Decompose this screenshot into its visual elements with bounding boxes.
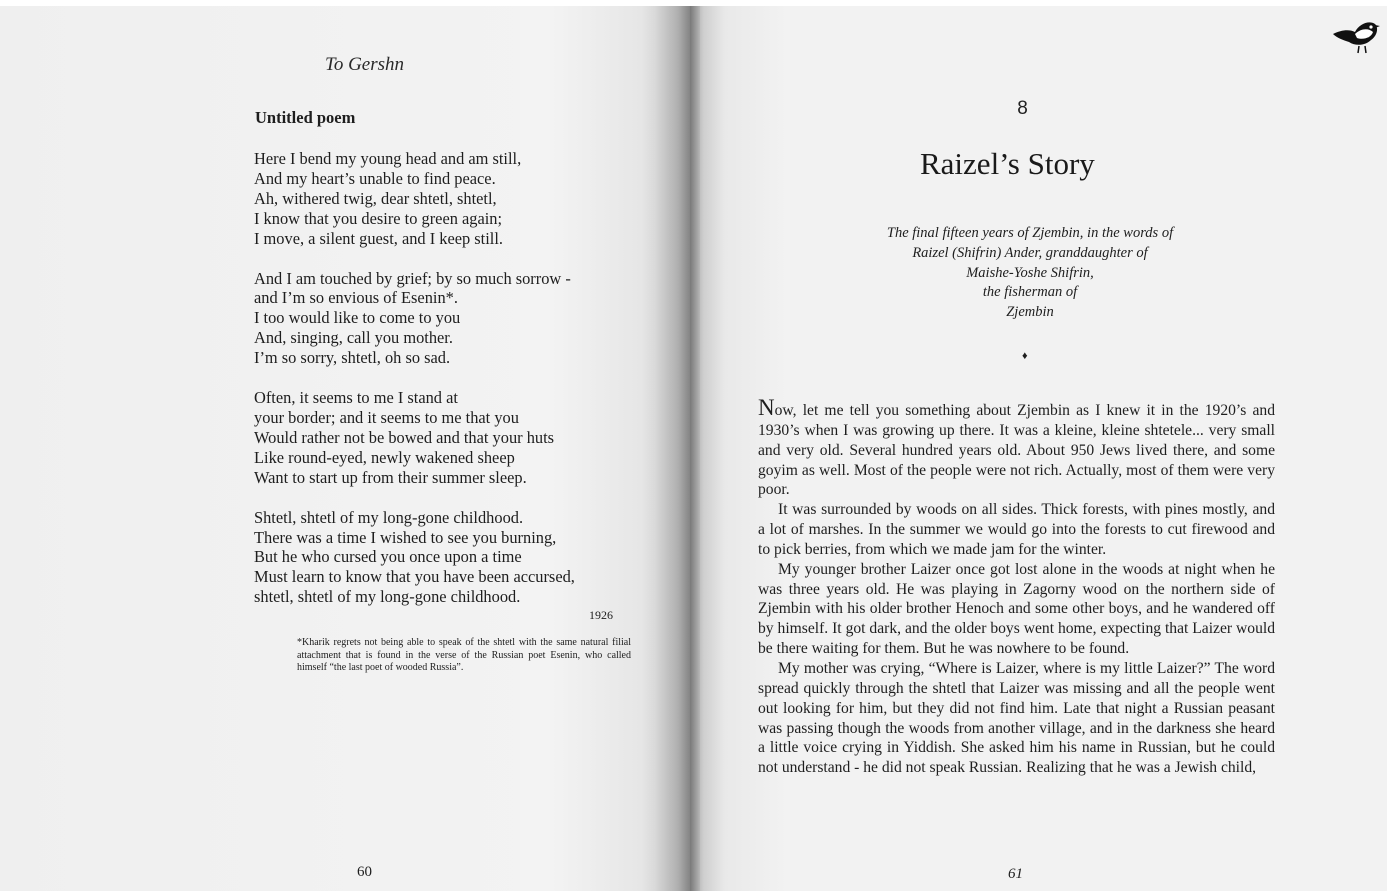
poem-line: I’m so sorry, shtetl, oh so sad. [254, 348, 451, 368]
poem-line: I know that you desire to green again; [254, 208, 503, 228]
poem-line: Would rather not be bowed and that your huts [254, 427, 555, 447]
poem-line: Often, it seems to me I stand at [254, 388, 458, 408]
chapter-number: 8 [1017, 98, 1028, 119]
poem-line: Want to start up from their summer sleep. [254, 467, 527, 487]
paragraph: My younger brother Laizer once got lost alone in the woods at night when he was three years old. He was playing in Zagorny wood on the northern side of Zjembin with his older brother Henoch and some other boys, and he wandered off by himself. It got dark, and the older boys went home, expecting that Laizer would be there waiting for them. But he was nowhere to be found. [758, 560, 1275, 658]
poem-line: But he who cursed you once upon a time [254, 547, 522, 567]
poem-line: There was a time I wished to see you burning, [254, 527, 557, 547]
subtitle-line: Raizel (Shifrin) Ander, granddaughter of [912, 244, 1148, 261]
bird-logo-icon [1329, 16, 1381, 56]
running-head-left: To Gershn [325, 54, 405, 75]
poem-line: And, singing, call you mother. [254, 328, 453, 348]
poem-line: Ah, withered twig, dear shtetl, shtetl, [254, 188, 497, 208]
paragraph-text: ow, let me tell you something about Zjembin as I knew it in the 1920’s and 1930’s when I was growing up there. It was a kleine, kleine shtetele... very small and very old. Several hundred years old. About 950 Jews lived there, and some goyim as well. Most of the people were not rich. Actually, most of them were very poor. [758, 402, 1275, 499]
poem-body [254, 149, 644, 627]
subtitle-line: Maishe-Yoshe Shifrin, [966, 264, 1094, 281]
drop-cap: N [758, 395, 775, 420]
paragraph: It was surrounded by woods on all sides. Thick forests, with pines mostly, and a lot of marshes. In the summer we would go into the forests to cut firewood and to pick berries, from which we made jam for the winter. [758, 501, 1275, 558]
poem-line: I move, a silent guest, and I keep still. [254, 228, 503, 248]
diamond-ornament-icon: ♦ [1022, 350, 1028, 362]
stanza-3 [254, 388, 644, 488]
paragraph [758, 395, 1275, 500]
stanza-1 [254, 149, 644, 249]
poem-line: And I am touched by grief; by so much sorrow - [254, 268, 571, 288]
gutter-shadow [655, 6, 700, 891]
poem-line: Like round-eyed, newly wakened sheep [254, 447, 515, 467]
right-page [690, 6, 1387, 891]
paragraph: My mother was crying, “Where is Laizer, where is my little Laizer?” The word spread quickly through the shtetl that Laizer was missing and all the people went out looking for him, but they did not find him. Late that night a Russian peasant was passing though the woods from another village, and in the darkness she heard a little voice crying in Yiddish. She asked him his name in Russian, but he could not understand - he did not speak Russian. Realizing that he was a Jewish child, [758, 659, 1275, 777]
stanza-4 [254, 508, 644, 608]
poem-line: I too would like to come to you [254, 308, 461, 328]
left-page [0, 6, 690, 891]
poem-line: shtetl, shtetl of my long-gone childhood. [254, 587, 521, 607]
poem-year: 1926 [589, 608, 613, 622]
page-number-right: 61 [1008, 866, 1023, 882]
stanza-2 [254, 269, 644, 369]
poem-line: Here I bend my young head and am still, [254, 149, 522, 168]
subtitle-line: the fisherman of [982, 284, 1078, 301]
story-body [758, 395, 1275, 778]
page-number-left: 60 [357, 864, 372, 880]
poem-line: Must learn to know that you have been accursed, [254, 567, 575, 587]
subtitle-line: Zjembin [1006, 304, 1054, 321]
poem-line: And my heart’s unable to find peace. [254, 168, 496, 188]
book-spread [0, 6, 1387, 891]
poem-line: and I’m so envious of Esenin*. [254, 288, 458, 308]
footnote: *Kharik regrets not being able to speak of the shtetl with the same natural filial attachment that is found in the verse of the Russian poet Esenin, who called himself “the last poet of wooded Russia”. [297, 637, 631, 673]
poem-title: Untitled poem [255, 108, 356, 127]
subtitle-line: The final fifteen years of Zjembin, in the words of [886, 225, 1174, 241]
poem-line: your border; and it seems to me that you [254, 407, 519, 427]
chapter-title: Raizel’s Story [920, 146, 1095, 181]
chapter-subtitle [820, 224, 1240, 323]
poem-line: Shtetl, shtetl of my long-gone childhood. [254, 507, 524, 527]
